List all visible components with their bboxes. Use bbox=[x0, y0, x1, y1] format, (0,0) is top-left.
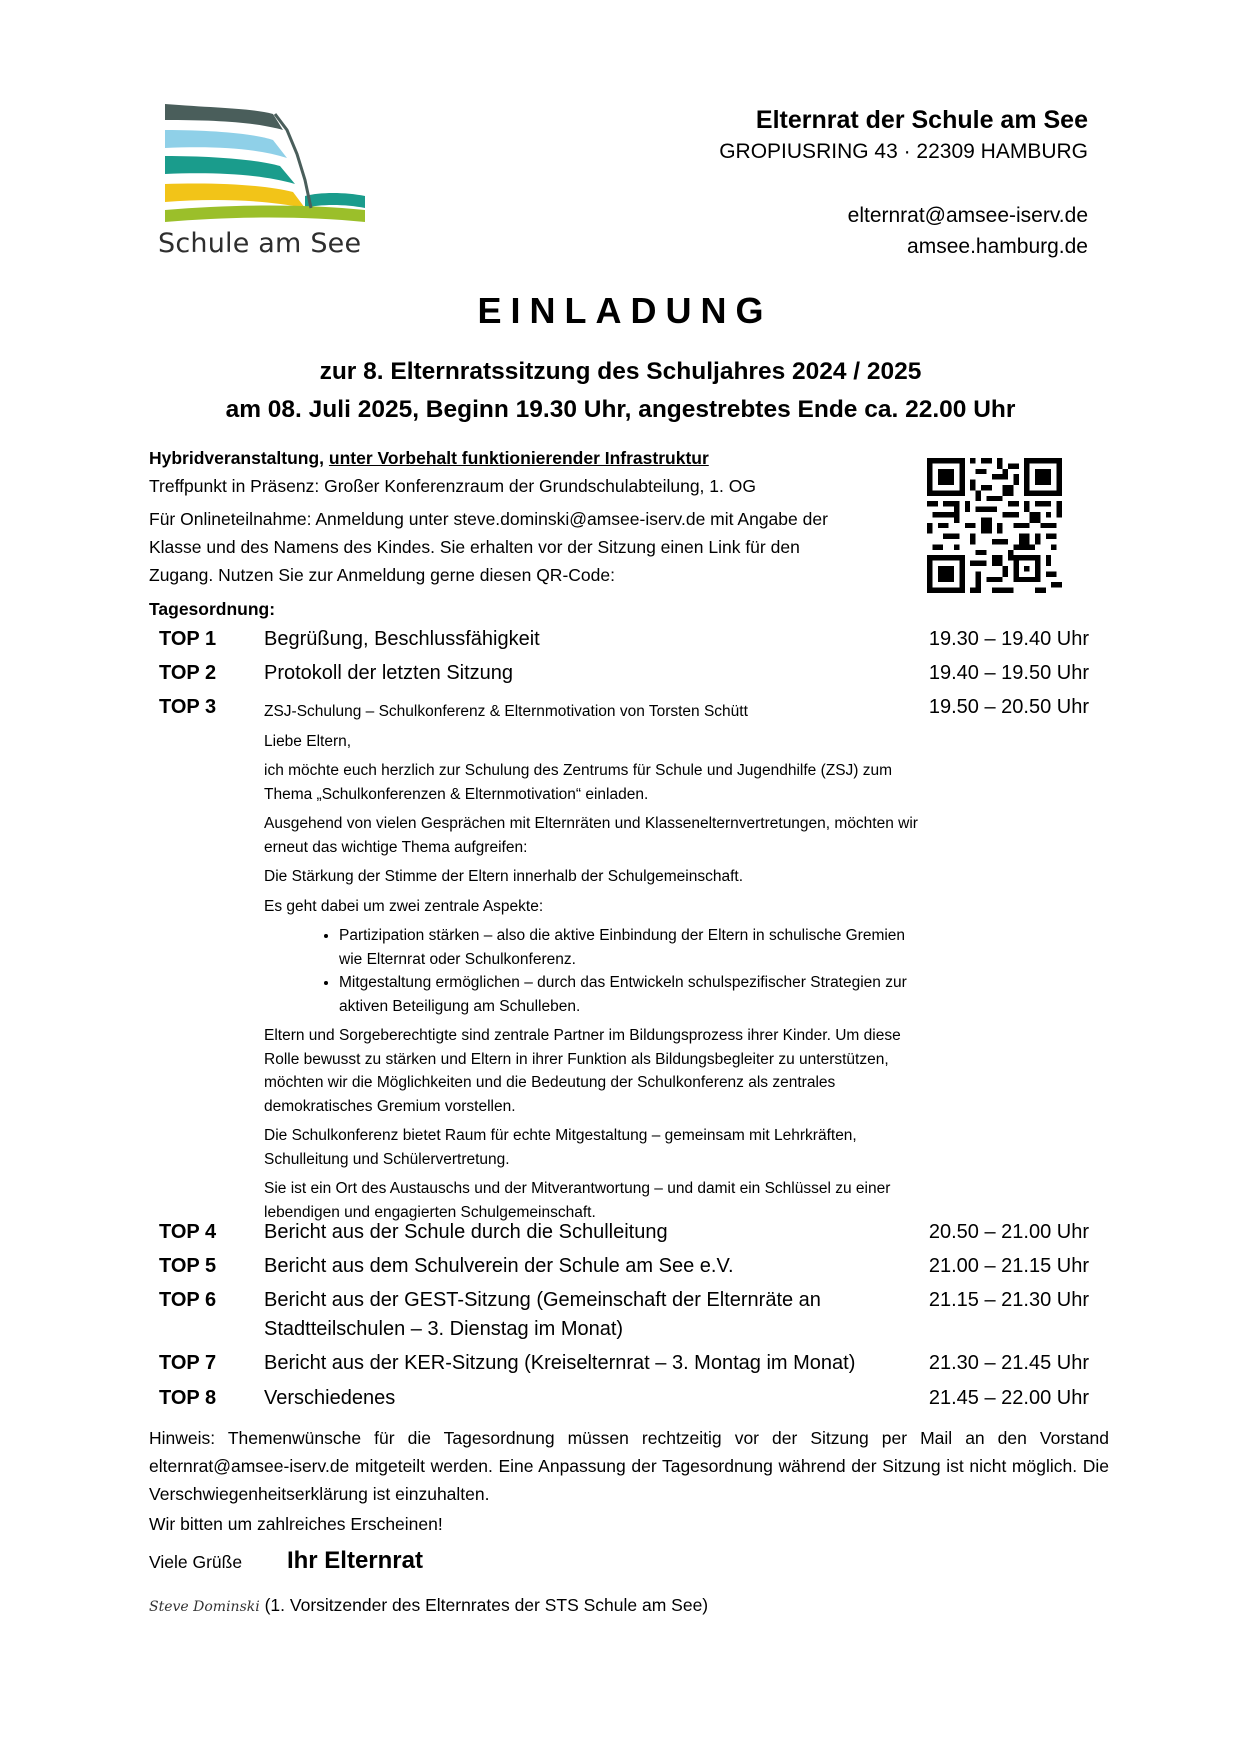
top3-paragraph-3: Die Stärkung der Stimme der Eltern innerhalb der Schulgemeinschaft. bbox=[264, 868, 744, 885]
agenda-text-top6: Bericht aus der GEST-Sitzung (Gemeinschaft der Elternräte an Stadtteilschulen – 3. Dienstag im Monat) bbox=[264, 1289, 821, 1340]
hybrid-note: unter Vorbehalt funktionierender Infrastruktur bbox=[328, 448, 709, 468]
top3-bullet-list bbox=[264, 924, 924, 1018]
hint-paragraph: Hinweis: Themenwünsche für die Tagesordnung müssen rechtzeitig vor der Sitzung per Mail an den Vorstand elternrat@amsee-iserv.de mitgeteilt werden. Eine Anpassung der Tagesordnung während der Sitzung ist nicht möglich. Die Verschwiegenheitserklärung ist einzuhalten. bbox=[149, 1428, 1109, 1504]
org-address: GROPIUSRING 43 · 22309 HAMBURG bbox=[719, 140, 1088, 163]
top3-details bbox=[264, 700, 924, 1230]
agenda-time-top6: 21.15 – 21.30 Uhr bbox=[928, 1289, 1089, 1311]
regards-text: Viele Grüße bbox=[149, 1552, 243, 1572]
page-title: EINLADUNG bbox=[477, 290, 773, 331]
school-logo bbox=[155, 100, 375, 270]
subtitle-date: am 08. Juli 2025, Beginn 19.30 Uhr, angestrebtes Ende ca. 22.00 Uhr bbox=[225, 396, 1016, 423]
regards-line bbox=[149, 1547, 423, 1575]
agenda-label bbox=[149, 595, 275, 623]
top3-paragraph-7: Sie ist ein Ort des Austauschs und der Mitverantwortung – und damit ein Schlüssel zu einer lebendigen und engagierten Schulgemeinschaft. bbox=[264, 1180, 891, 1221]
logo-text: Schule am See bbox=[158, 228, 362, 259]
org-email[interactable]: elternrat@amsee-iserv.de bbox=[847, 204, 1088, 227]
top3-bullet: • Mitgestaltung ermöglichen – durch das Entwickeln schulspezifischer Strategien zur aktiven Beteiligung am Schulleben. bbox=[339, 971, 924, 1018]
agenda-label-top6: TOP 6 bbox=[159, 1289, 217, 1311]
agenda-label-text: Tagesordnung: bbox=[149, 599, 276, 619]
organisation-block bbox=[719, 104, 1088, 262]
online-line-3: Zugang. Nutzen Sie zur Anmeldung gerne diesen QR-Code: bbox=[149, 565, 615, 585]
appeal-line: Wir bitten um zahlreiches Erscheinen! bbox=[149, 1514, 443, 1534]
subtitle-session: zur 8. Elternratssitzung des Schuljahres 2024 / 2025 bbox=[319, 358, 922, 385]
org-website[interactable]: amsee.hamburg.de bbox=[907, 235, 1088, 258]
agenda-text-top4: Bericht aus der Schule durch die Schulleitung bbox=[264, 1221, 668, 1243]
agenda-label-top3: TOP 3 bbox=[159, 696, 217, 718]
online-line-1: Für Onlineteilnahme: Anmeldung unter steve.dominski@amsee-iserv.de mit Angabe der bbox=[149, 509, 828, 529]
agenda-time-top5: 21.00 – 21.15 Uhr bbox=[928, 1255, 1089, 1277]
agenda-time-top4: 20.50 – 21.00 Uhr bbox=[928, 1221, 1089, 1243]
top3-paragraph-6: Die Schulkonferenz bietet Raum für echte Mitgestaltung – gemeinsam mit Lehrkräften, Schulleitung und Schülervertretung. bbox=[264, 1127, 857, 1168]
agenda-text-top1: Begrüßung, Beschlussfähigkeit bbox=[264, 628, 540, 650]
agenda-time-top2: 19.40 – 19.50 Uhr bbox=[928, 662, 1089, 684]
school-logo-graphic bbox=[155, 100, 375, 225]
top3-bullet: • Partizipation stärken – also die aktive Einbindung der Eltern in schulische Gremien wie Elternrat oder Schulkonferenz. bbox=[339, 924, 924, 971]
org-name: Elternrat der Schule am See bbox=[755, 106, 1088, 134]
agenda-text-top8: Verschiedenes bbox=[264, 1387, 396, 1409]
top3-paragraph-5: Eltern und Sorgeberechtigte sind zentrale Partner im Bildungsprozess ihrer Kinder. Um diese Rolle bewusst zu stärken und Eltern in ihrer Funktion als Bildungsbegleiter zu unterstützen, möchten wir die Möglichkeiten und die Bedeutung der Schulkonferenz als zentrales demokratisches Gremium vorstellen. bbox=[264, 1027, 901, 1115]
signature-line bbox=[149, 1595, 708, 1616]
hybrid-label: Hybridveranstaltung, bbox=[149, 448, 325, 468]
top3-paragraph-4: Es geht dabei um zwei zentrale Aspekte: bbox=[264, 897, 544, 915]
top3-title: ZSJ-Schulung – Schulkonferenz & Elternmotivation von Torsten Schütt bbox=[264, 703, 748, 720]
agenda-label-top7: TOP 7 bbox=[159, 1352, 217, 1374]
top3-paragraph-2: Ausgehend von vielen Gesprächen mit Elternräten und Klassenelternvertretungen, möchten wir erneut das wichtige Thema aufgreifen: bbox=[264, 815, 918, 856]
agenda-text-top2: Protokoll der letzten Sitzung bbox=[264, 662, 514, 684]
agenda-label-top2: TOP 2 bbox=[159, 662, 217, 684]
signer-role: (1. Vorsitzender des Elternrates der STS Schule am See) bbox=[264, 1595, 709, 1615]
agenda-time-top8: 21.45 – 22.00 Uhr bbox=[928, 1387, 1089, 1409]
agenda-text-top5: Bericht aus dem Schulverein der Schule am See e.V. bbox=[264, 1255, 734, 1277]
agenda-text-top7: Bericht aus der KER-Sitzung (Kreiselternrat – 3. Montag im Monat) bbox=[264, 1352, 856, 1374]
agenda-label-top4: TOP 4 bbox=[159, 1221, 217, 1243]
meeting-point: Treffpunkt in Präsenz: Großer Konferenzraum der Grundschulabteilung, 1. OG bbox=[149, 476, 756, 496]
agenda-time-top7: 21.30 – 21.45 Uhr bbox=[928, 1352, 1089, 1374]
signature: Steve Dominski bbox=[149, 1599, 260, 1615]
top3-greeting: Liebe Eltern, bbox=[264, 732, 352, 750]
hybrid-line bbox=[149, 444, 709, 472]
top3-paragraph-1: ich möchte euch herzlich zur Schulung des Zentrums für Schule und Jugendhilfe (ZSJ) zum Thema „Schulkonferenzen & Elternmotivation“ einladen. bbox=[264, 762, 893, 803]
agenda-time-top1: 19.30 – 19.40 Uhr bbox=[928, 628, 1089, 650]
agenda-label-top1: TOP 1 bbox=[159, 628, 217, 650]
agenda-label-top8: TOP 8 bbox=[159, 1387, 217, 1409]
online-line-2: Klasse und des Namens des Kindes. Sie erhalten vor der Sitzung einen Link für den bbox=[149, 537, 800, 557]
agenda-time-top3: 19.50 – 20.50 Uhr bbox=[928, 696, 1089, 718]
agenda-label-top5: TOP 5 bbox=[159, 1255, 217, 1277]
qr-code[interactable] bbox=[927, 458, 1062, 593]
sender-name: Ihr Elternrat bbox=[286, 1547, 423, 1574]
